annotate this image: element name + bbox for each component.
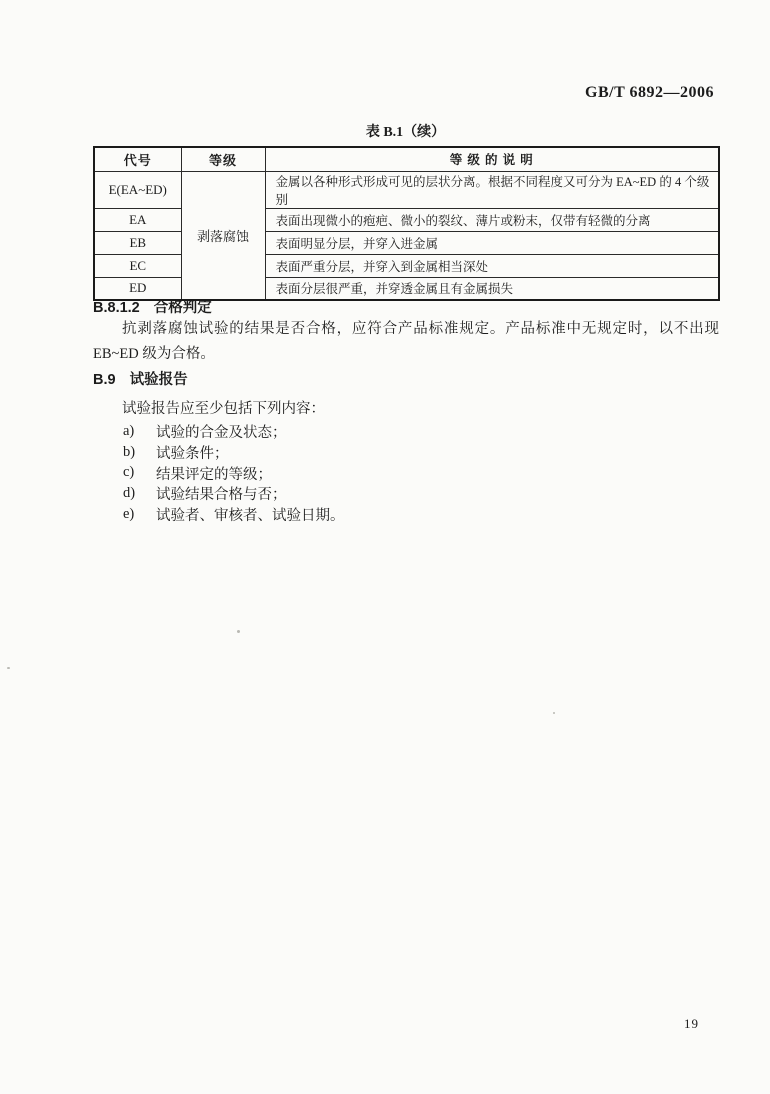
list-item-label: d)	[123, 485, 136, 502]
list-item-text: 试验者、审核者、试验日期。	[156, 508, 345, 525]
description-cell: 表面明显分层，并穿入进金属	[265, 231, 719, 254]
section-title: 合格判定	[153, 300, 212, 316]
grade-table	[93, 146, 720, 301]
list-item	[123, 504, 345, 525]
standard-code: GB/T 6892—2006	[585, 84, 714, 101]
list-item-label: e)	[123, 506, 135, 523]
list-item-label: a)	[123, 422, 135, 439]
page-number: 19	[684, 1016, 699, 1031]
list-item	[123, 463, 345, 484]
section-heading-b9	[93, 368, 188, 389]
list-item	[123, 421, 345, 442]
code-cell: EB	[94, 231, 181, 254]
code-cell: E(EA~ED)	[94, 171, 181, 208]
section-title: 试验报告	[129, 372, 188, 388]
scan-speck	[237, 630, 240, 633]
report-content-list	[123, 421, 345, 525]
scan-speck	[553, 712, 555, 714]
report-intro: 试验报告应至少包括下列内容：	[122, 401, 325, 417]
code-cell: EC	[94, 254, 181, 277]
grade-merged-cell: 剥落腐蚀	[181, 171, 265, 300]
list-item	[123, 483, 345, 504]
section-paragraph: 抗剥落腐蚀试验的结果是否合格，应符合产品标准规定。产品标准中无规定时，以不出现 EB~ED 级为合格。	[93, 321, 719, 362]
column-header-code: 代号	[94, 147, 181, 171]
list-item-label: b)	[123, 443, 136, 460]
list-item-text: 试验的合金及状态；	[156, 424, 287, 441]
column-header-grade: 等级	[181, 147, 265, 171]
description-cell: 表面分层很严重，并穿透金属且有金属损失	[265, 277, 719, 300]
code-cell: ED	[94, 277, 181, 300]
section-heading-b812	[93, 296, 212, 317]
list-item-label: c)	[123, 464, 135, 481]
list-item-text: 结果评定的等级；	[156, 466, 272, 483]
list-item-text: 试验条件；	[156, 445, 229, 462]
description-cell: 表面严重分层，并穿入到金属相当深处	[265, 254, 719, 277]
table-header-row	[94, 147, 719, 171]
table-title: 表 B.1（续）	[365, 125, 446, 140]
scan-speck	[7, 667, 10, 669]
list-item-text: 试验结果合格与否；	[156, 487, 287, 504]
column-header-description: 等 级 的 说 明	[265, 147, 719, 171]
section-number: B.8.1.2	[93, 300, 140, 316]
section-number: B.9	[93, 372, 116, 388]
description-cell: 金属以各种形式形成可见的层状分离。根据不同程度又可分为 EA~ED 的 4 个级别	[265, 171, 719, 208]
code-cell: EA	[94, 208, 181, 231]
table-row	[94, 171, 719, 208]
description-cell: 表面出现微小的疱疤、微小的裂纹、薄片或粉末，仅带有轻微的分离	[265, 208, 719, 231]
list-item	[123, 442, 345, 463]
